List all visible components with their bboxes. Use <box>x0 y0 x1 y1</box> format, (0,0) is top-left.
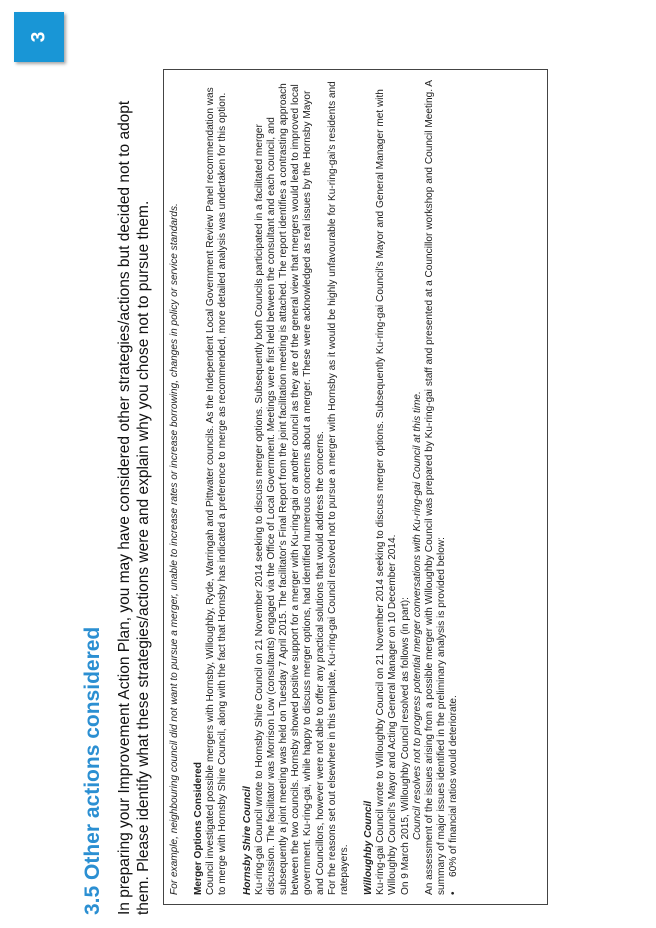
willoughby-assessment: An assessment of the issues arising from a possible merger with Willoughby Council was prepared by Ku-ring-gai staff and presented at a Councillor workshop and Council Meeting. A summary of major issues identified in the preliminary analysis is provided below: <box>423 80 447 895</box>
hornsby-heading: Hornsby Shire Council <box>241 786 253 895</box>
list-item <box>448 79 460 895</box>
page-content <box>70 15 650 915</box>
hornsby-conclusion: For the reasons set out elsewhere in this template, Ku-ring-gai Council resolved not to pursue a merger with Hornsby as it would be highly unfavourable for Ku-ring-gai's residents and ratepayers. <box>326 81 350 895</box>
example-text: For example, neighbouring council did not want to pursue a merger, unable to increase rates or increase borrowing, changes in policy or service standards. <box>169 203 180 895</box>
willoughby-resolution-intro: On 9 March 2015, Willoughby Council resolved as follows (in part): <box>399 597 411 895</box>
section-intro: In preparing your Improvement Action Plan, you may have considered other strategies/actions but decided not to adopt them. Please identify what these strategies/actions were and explain why you chose not to pursue them. <box>116 100 152 915</box>
section-heading: 3.5 Other actions considered <box>81 626 104 915</box>
willoughby-heading: Willoughby Council <box>363 800 375 895</box>
page-number: 3 <box>27 31 49 43</box>
merger-options-body: Council investigated possible mergers with Hornsby, Willoughby, Ryde, Warringah and Pittwater councils. As the Independent Local Government Review Panel recommendation was to merge with Hornsby Shire Council, along with the fact that Hornsby has indicated a preference to merge as recommended, more detailed analysis was undertaken for this option. <box>205 87 229 895</box>
response-box <box>163 69 548 905</box>
willoughby-resolution: Council resolves not to progress potential merger conversations with Ku-ring-gai Council at this time. <box>411 391 423 840</box>
willoughby-body: Ku-ring-gai Council wrote to Willoughby Council on 21 November 2014 seeking to discuss merger options. Subsequently Ku-ring-gai Council's Mayor and General Manager met with Willoughby Council's Mayor and Acting General Manager on 10 December 2014. <box>375 89 399 895</box>
page-tab <box>14 12 64 62</box>
merger-options-heading: Merger Options Considered <box>193 762 205 895</box>
hornsby-body: Ku-ring-gai Council wrote to Hornsby Shire Council on 21 November 2014 seeking to discuss merger options. Subsequently both Councils participated in a facilitated merger discussion. The facilitator was Morrison Low (consultants) engaged via the Office of Local Government. Meetings were first held between the consultant and each council, and subsequently a joint meeting was held on Tuesday 7 April 2015. The facilitator's Final Report from the joint facilitation meeting is attached. The report identifies a contrasting approach between the two councils. Hornsby showed positive support for a merger with Ku-ring-gai or another council as they are of the general view that mergers would lead to improved local government. Ku-ring-gai, while happy to discuss merger options, had identified numerous concerns about a merger. These were acknowledged as real issues by the Hornsby Mayor and Councillors, however were not able to offer any practical solutions that would address the concerns. <box>253 83 326 895</box>
bullet-icon: • <box>448 891 460 895</box>
list-item-text: 60% of financial ratios would deteriorate. <box>448 695 460 877</box>
